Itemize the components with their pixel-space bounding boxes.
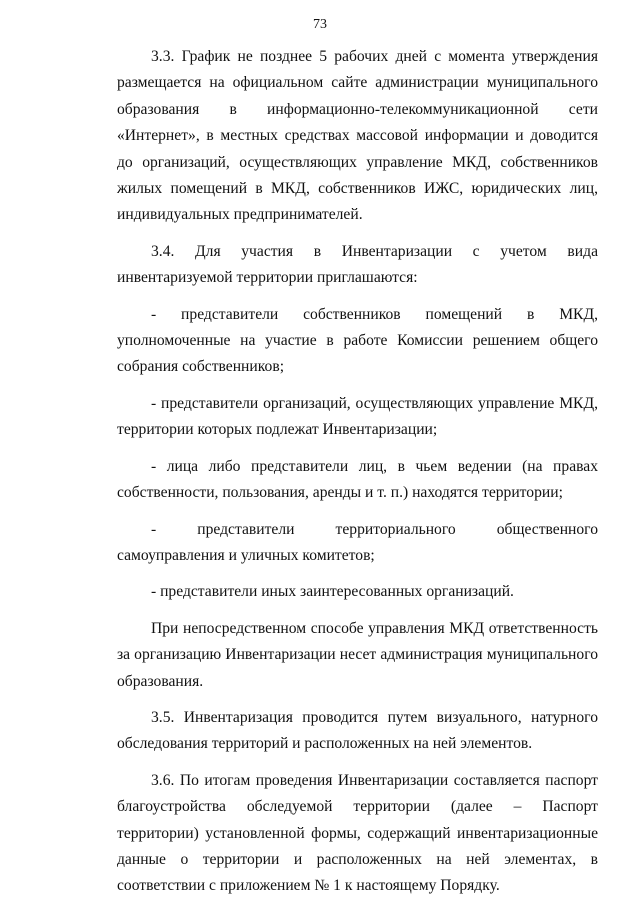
list-item-management-organizations: - представители организаций, осуществляющих управление МКД, территории которых подлежат Инвентаризации; (117, 394, 598, 439)
paragraph-3-6: 3.6. По итогам проведения Инвентаризации составляется паспорт благоустройства обследуемой территории (далее – Паспорт территории) установленной формы, содержащий инвентаризационные данные о территории и расположенных на ней элементах, в соответствии с приложением № 1 к настоящему Порядку. (117, 771, 598, 895)
paragraph-3-5: 3.5. Инвентаризация проводится путем визуального, натурного обследования территорий и расположенных на ней элементов. (117, 708, 598, 753)
list-item-territory-holders: - лица либо представители лиц, в чьем ведении (на правах собственности, пользования, аренды и т. п.) находятся территории; (117, 457, 598, 502)
document-body (117, 44, 598, 900)
paragraph-3-4: 3.4. Для участия в Инвентаризации с учетом вида инвентаризуемой территории приглашаются: (117, 242, 598, 287)
paragraph-3-3: 3.3. График не позднее 5 рабочих дней с момента утверждения размещается на официальном сайте администрации муниципального образования в информационно-телекоммуникационной сети «Интернет», в местных средствах массовой информации и доводится до организаций, осуществляющих управление МКД, собственников жилых помещений в МКД, собственников ИЖС, юридических лиц, индивидуальных предпринимателей. (117, 48, 598, 224)
paragraph-direct-management: При непосредственном способе управления МКД ответственность за организацию Инвентаризации несет администрация муниципального образования. (117, 619, 598, 690)
list-item-owners-representatives: - представители собственников помещений в МКД, уполномоченные на участие в работе Комиссии решением общего собрания собственников; (117, 305, 598, 376)
page-number: 73 (313, 17, 327, 32)
list-item-public-self-government: - представители территориального общественного самоуправления и уличных комитетов; (117, 520, 598, 564)
list-item-other-organizations: - представители иных заинтересованных организаций. (151, 583, 514, 601)
